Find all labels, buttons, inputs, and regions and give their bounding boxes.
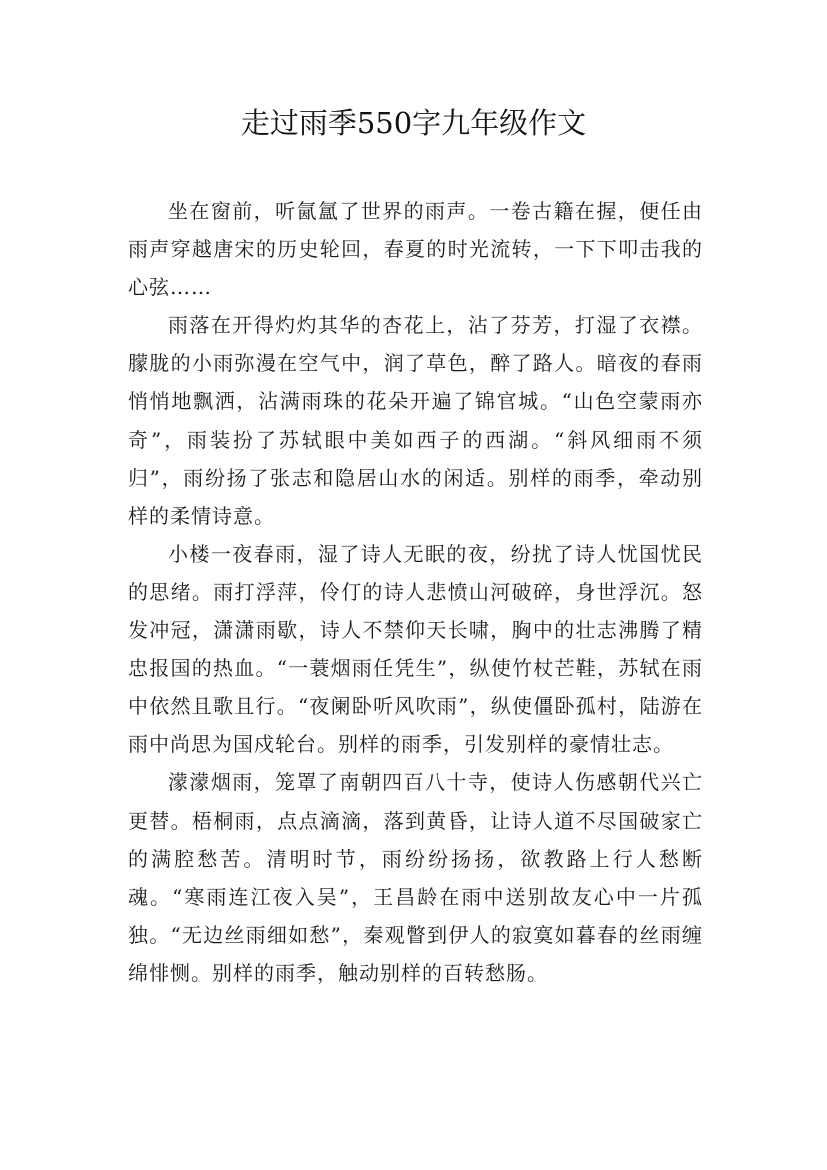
paragraph-1: 坐在窗前，听氤氲了世界的雨声。一卷古籍在握，便任由雨声穿越唐宋的历史轮回，春夏的时光流转，一下下叩击我的心弦…… (128, 199, 703, 300)
paragraph-3: 小楼一夜春雨，湿了诗人无眠的夜，纷扰了诗人忧国忧民的思绪。雨打浮萍，伶仃的诗人悲愤山河破碎，身世浮沉。怒发冲冠，潇潇雨歇，诗人不禁仰天长啸，胸中的壮志沸腾了精忠报国的热血。“一蓑烟雨任凭生”，纵使竹杖芒鞋，苏轼在雨中依然且歌且行。“夜阑卧听风吹雨”，纵使僵卧孤村，陆游在雨中尚思为国戍轮台。别样的雨季，引发别样的豪情壮志。 (128, 541, 703, 757)
paragraph-2: 雨落在开得灼灼其华的杏花上，沾了芬芳，打湿了衣襟。朦胧的小雨弥漫在空气中，润了草色，醉了路人。暗夜的春雨悄悄地飘洒，沾满雨珠的花朵开遍了锦官城。“山色空蒙雨亦奇”，雨装扮了苏轼眼中美如西子的西湖。“斜风细雨不须归”，雨纷扬了张志和隐居山水的闲适。别样的雨季，牵动别样的柔情诗意。 (128, 313, 703, 528)
paragraph-4: 濛濛烟雨，笼罩了南朝四百八十寺，使诗人伤感朝代兴亡更替。梧桐雨，点点滴滴，落到黄昏，让诗人道不尽国破家亡的满腔愁苦。清明时节，雨纷纷扬扬，欲教路上行人愁断魂。“寒雨连江夜入吴”，王昌龄在雨中送别故友心中一片孤独。“无边丝雨细如愁”，秦观瞥到伊人的寂寞如暮春的丝雨缠绵悱恻。别样的雨季，触动别样的百转愁肠。 (128, 770, 703, 985)
document-body (128, 192, 703, 992)
document-title: 走过雨季550字九年级作文 (240, 106, 587, 140)
